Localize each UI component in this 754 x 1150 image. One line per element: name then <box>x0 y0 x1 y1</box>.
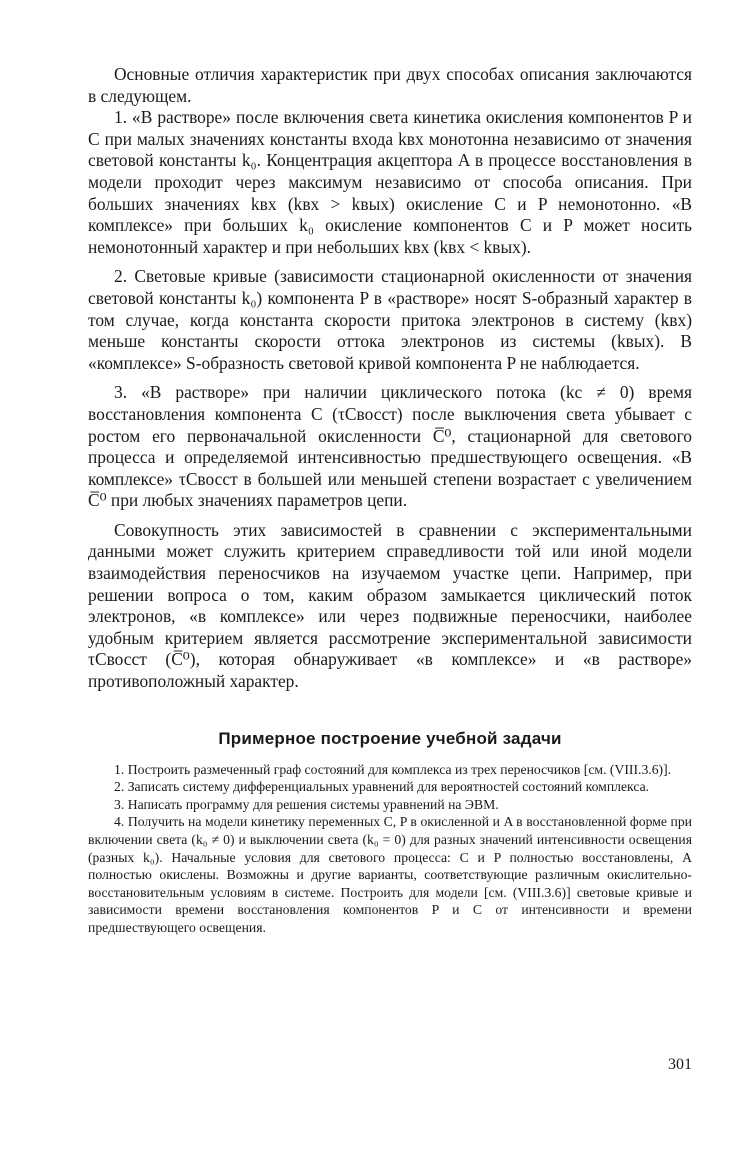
task-item: 4. Получить на модели кинетику переменных C, P в окисленной и A в восстановленной форме при включении света (k₀ ≠ 0) и выключении света (k₀ = 0) для разных значений интенсивности освещения (разных k₀). Начальные условия для светового процесса: C и P полностью восстановлены, A полностью окислены. Возможны и другие варианты, соответствующие различным окислительно-восстановительным условиям в системе. Построить для модели [см. (VIII.3.6)] световые кривые и зависимости времени восстановления компонентов P и C от интенсивности и времени предшествующего освещения. <box>88 814 692 935</box>
page-content <box>88 64 692 937</box>
task-item: 3. Написать программу для решения системы уравнений на ЭВМ. <box>114 796 499 812</box>
section-title: Примерное построение учебной задачи <box>218 728 562 748</box>
paragraph-conclusion: Совокупность этих зависимостей в сравнении с экспериментальными данными может служить критерием справедливости той или иной модели взаимодействия переносчиков на изучаемом участке цепи. Например, при решении вопроса о том, каким образом замыкается циклический поток электронов, «в комплексе» или через подвижные переносчики, наиболее удобным критерием является рассмотрение экспериментальной зависимости τCвосст (C̅⁰), которая обнаруживает «в комплексе» и «в растворе» противоположный характер. <box>88 519 692 692</box>
page-number: 301 <box>668 1056 692 1073</box>
task-item: 1. Построить размеченный граф состояний для комплекса из трех переносчиков [см. (VIII.3.6)]. <box>114 761 672 777</box>
paragraph-point-1: 1. «В растворе» после включения света кинетика окисления компонентов P и C при малых значениях константы входа kвх монотонна независимо от значения световой константы k₀. Концентрация акцептора A в процессе восстановления в модели проходит через максимум независимо от способа описания. При больших значениях kвх (kвх > kвых) окисление C и P немонотонно. «В комплексе» при больших k₀ окисление компонентов C и P может носить немонотонный характер и при небольших kвх (kвх < kвых). <box>88 107 692 257</box>
paragraph-intro: Основные отличия характеристик при двух способах описания заключаются в следующем. <box>88 64 692 106</box>
task-list <box>88 761 692 937</box>
main-text <box>88 64 692 693</box>
paragraph-point-3: 3. «В растворе» при наличии циклического потока (kc ≠ 0) время восстановления компонента C (τCвосст) после выключения света убывает с ростом его первоначальной окисленности C̅⁰, стационарной для светового процесса и определяемой интенсивностью предшествующего освещения. «В комплексе» τCвосст в большей или меньшей степени возрастает с увеличением C̅⁰ при любых значениях параметров цепи. <box>88 382 692 511</box>
paragraph-point-2: 2. Световые кривые (зависимости стационарной окисленности от значения световой константы k₀) компонента P в «растворе» носят S-образный характер в том случае, когда константа скорости притока электронов в систему (kвх) меньше константы скорости оттока электронов из системы (kвых). В «комплексе» S-образность световой кривой компонента P не наблюдается. <box>88 266 692 373</box>
task-item: 2. Записать систему дифференциальных уравнений для вероятностей состояний комплекса. <box>114 779 650 795</box>
